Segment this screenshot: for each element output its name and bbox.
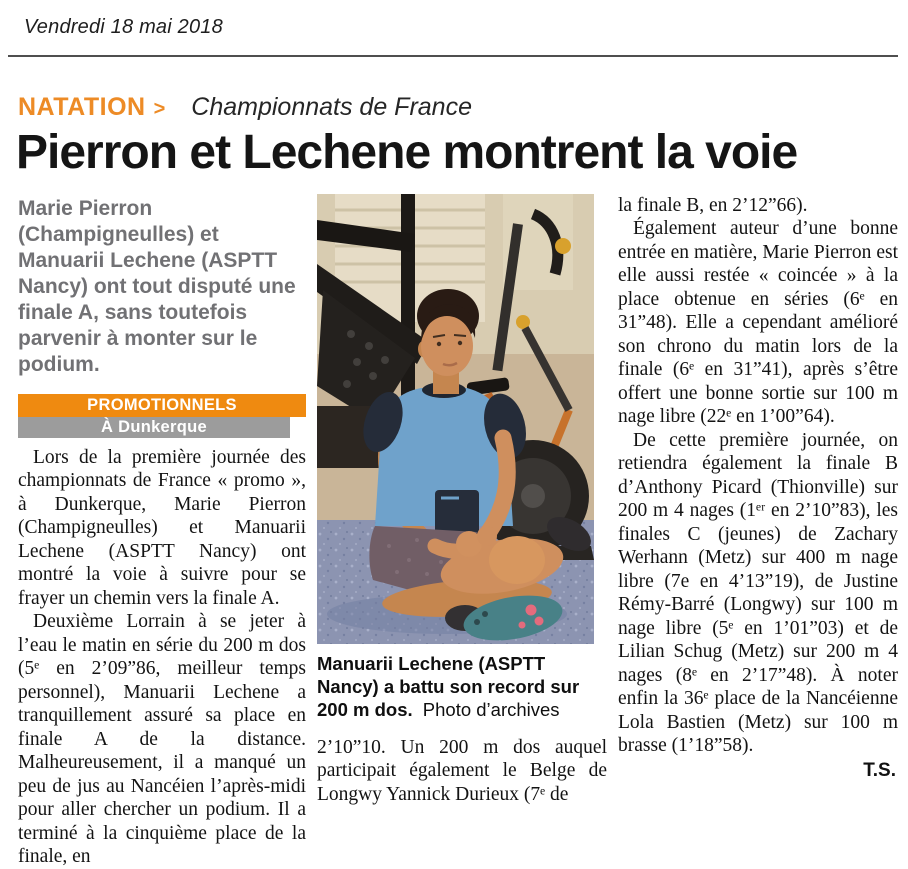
- badge-promotionnels: PROMOTIONNELS: [18, 394, 306, 417]
- section-arrow-icon: >: [153, 98, 166, 120]
- lead-paragraph: Marie Pierron (Champigneulles) et Manuarii Lechene (ASPTT Nancy) ont tout disputé une finale A, sans toutefois parvenir à monter sur le podium.: [18, 196, 296, 376]
- kicker-topic: Championnats de France: [191, 93, 472, 121]
- section-label: NATATION: [18, 93, 146, 121]
- body-paragraph: 2’10”10. Un 200 m dos auquel participait également le Belge de Longwy Yannick Durieux (7ᵉ de: [317, 736, 607, 805]
- article-photo: [317, 194, 594, 644]
- edition-date: Vendredi 18 mai 2018: [24, 16, 223, 38]
- masthead-rule: [8, 55, 898, 57]
- body-paragraph: la finale B, en 2’12”66).: [618, 194, 808, 216]
- body-paragraph: Deuxième Lorrain à se jeter à l’eau le matin en série du 200 m dos (5ᵉ en 2’09”86, meilleur temps personnel), Manuarii Lechene a tranquillement assuré sa place en finale A de la distance. Malheureusement, il a manqué un peu de jus au Nancéien l’après-midi pour aller chercher un podium. Il a terminé à la cinquième place de la finale, en: [18, 611, 306, 868]
- headline: Pierron et Lechene montrent la voie: [16, 126, 798, 179]
- body-paragraph: De cette première journée, on retiendra également la finale B d’Anthony Picard (Thionville) sur 200 m 4 nages (1ᵉʳ en 2’10”83), les finales C (jeunes) de Zachary Werhann (Metz) sur 400 m nage libre (7e en 4’13”19), de Justine Rémy-Barré (Longwy) sur 100 m nage libre (5ᵉ en 1’01”03) et de Lilian Schug (Metz) sur 200 m 4 nages (8ᵉ en 2’17”48). À noter enfin la 36ᵉ place de la Nancéienne Lola Bastien (Metz) sur 100 m brasse (1’18”58).: [618, 429, 898, 757]
- photo-credit: Photo d’archives: [422, 698, 560, 720]
- body-paragraph: Lors de la première journée des championnats de France « promo », à Dunkerque, Marie Pierron (Champigneulles) et Manuarii Lechene (ASPTT Nancy) ont montré la voie à suivre pour se frayer un chemin vers la finale A.: [18, 446, 306, 609]
- column-left: [18, 194, 306, 869]
- photo-caption: [317, 652, 603, 721]
- author-initials: T.S.: [863, 759, 896, 781]
- badge-location: À Dunkerque: [18, 417, 290, 438]
- body-paragraph: Également auteur d’une bonne entrée en matière, Marie Pierron est elle aussi restée « coincée » à la place obtenue en séries (6ᵉ en 31”48). Elle a cependant amélioré son chrono du matin lors de la finale (6ᵉ en 31”41), après s’être offert une bonne sortie sur 100 m nage libre (22ᵉ en 1’00”64).: [618, 218, 898, 428]
- kicker: [18, 93, 898, 122]
- photo-caption-text: Manuarii Lechene (ASPTT Nancy) a battu son record sur 200 m dos.: [317, 652, 580, 720]
- article-columns: [18, 194, 898, 869]
- column-middle: [317, 194, 607, 869]
- column-right: [618, 194, 898, 869]
